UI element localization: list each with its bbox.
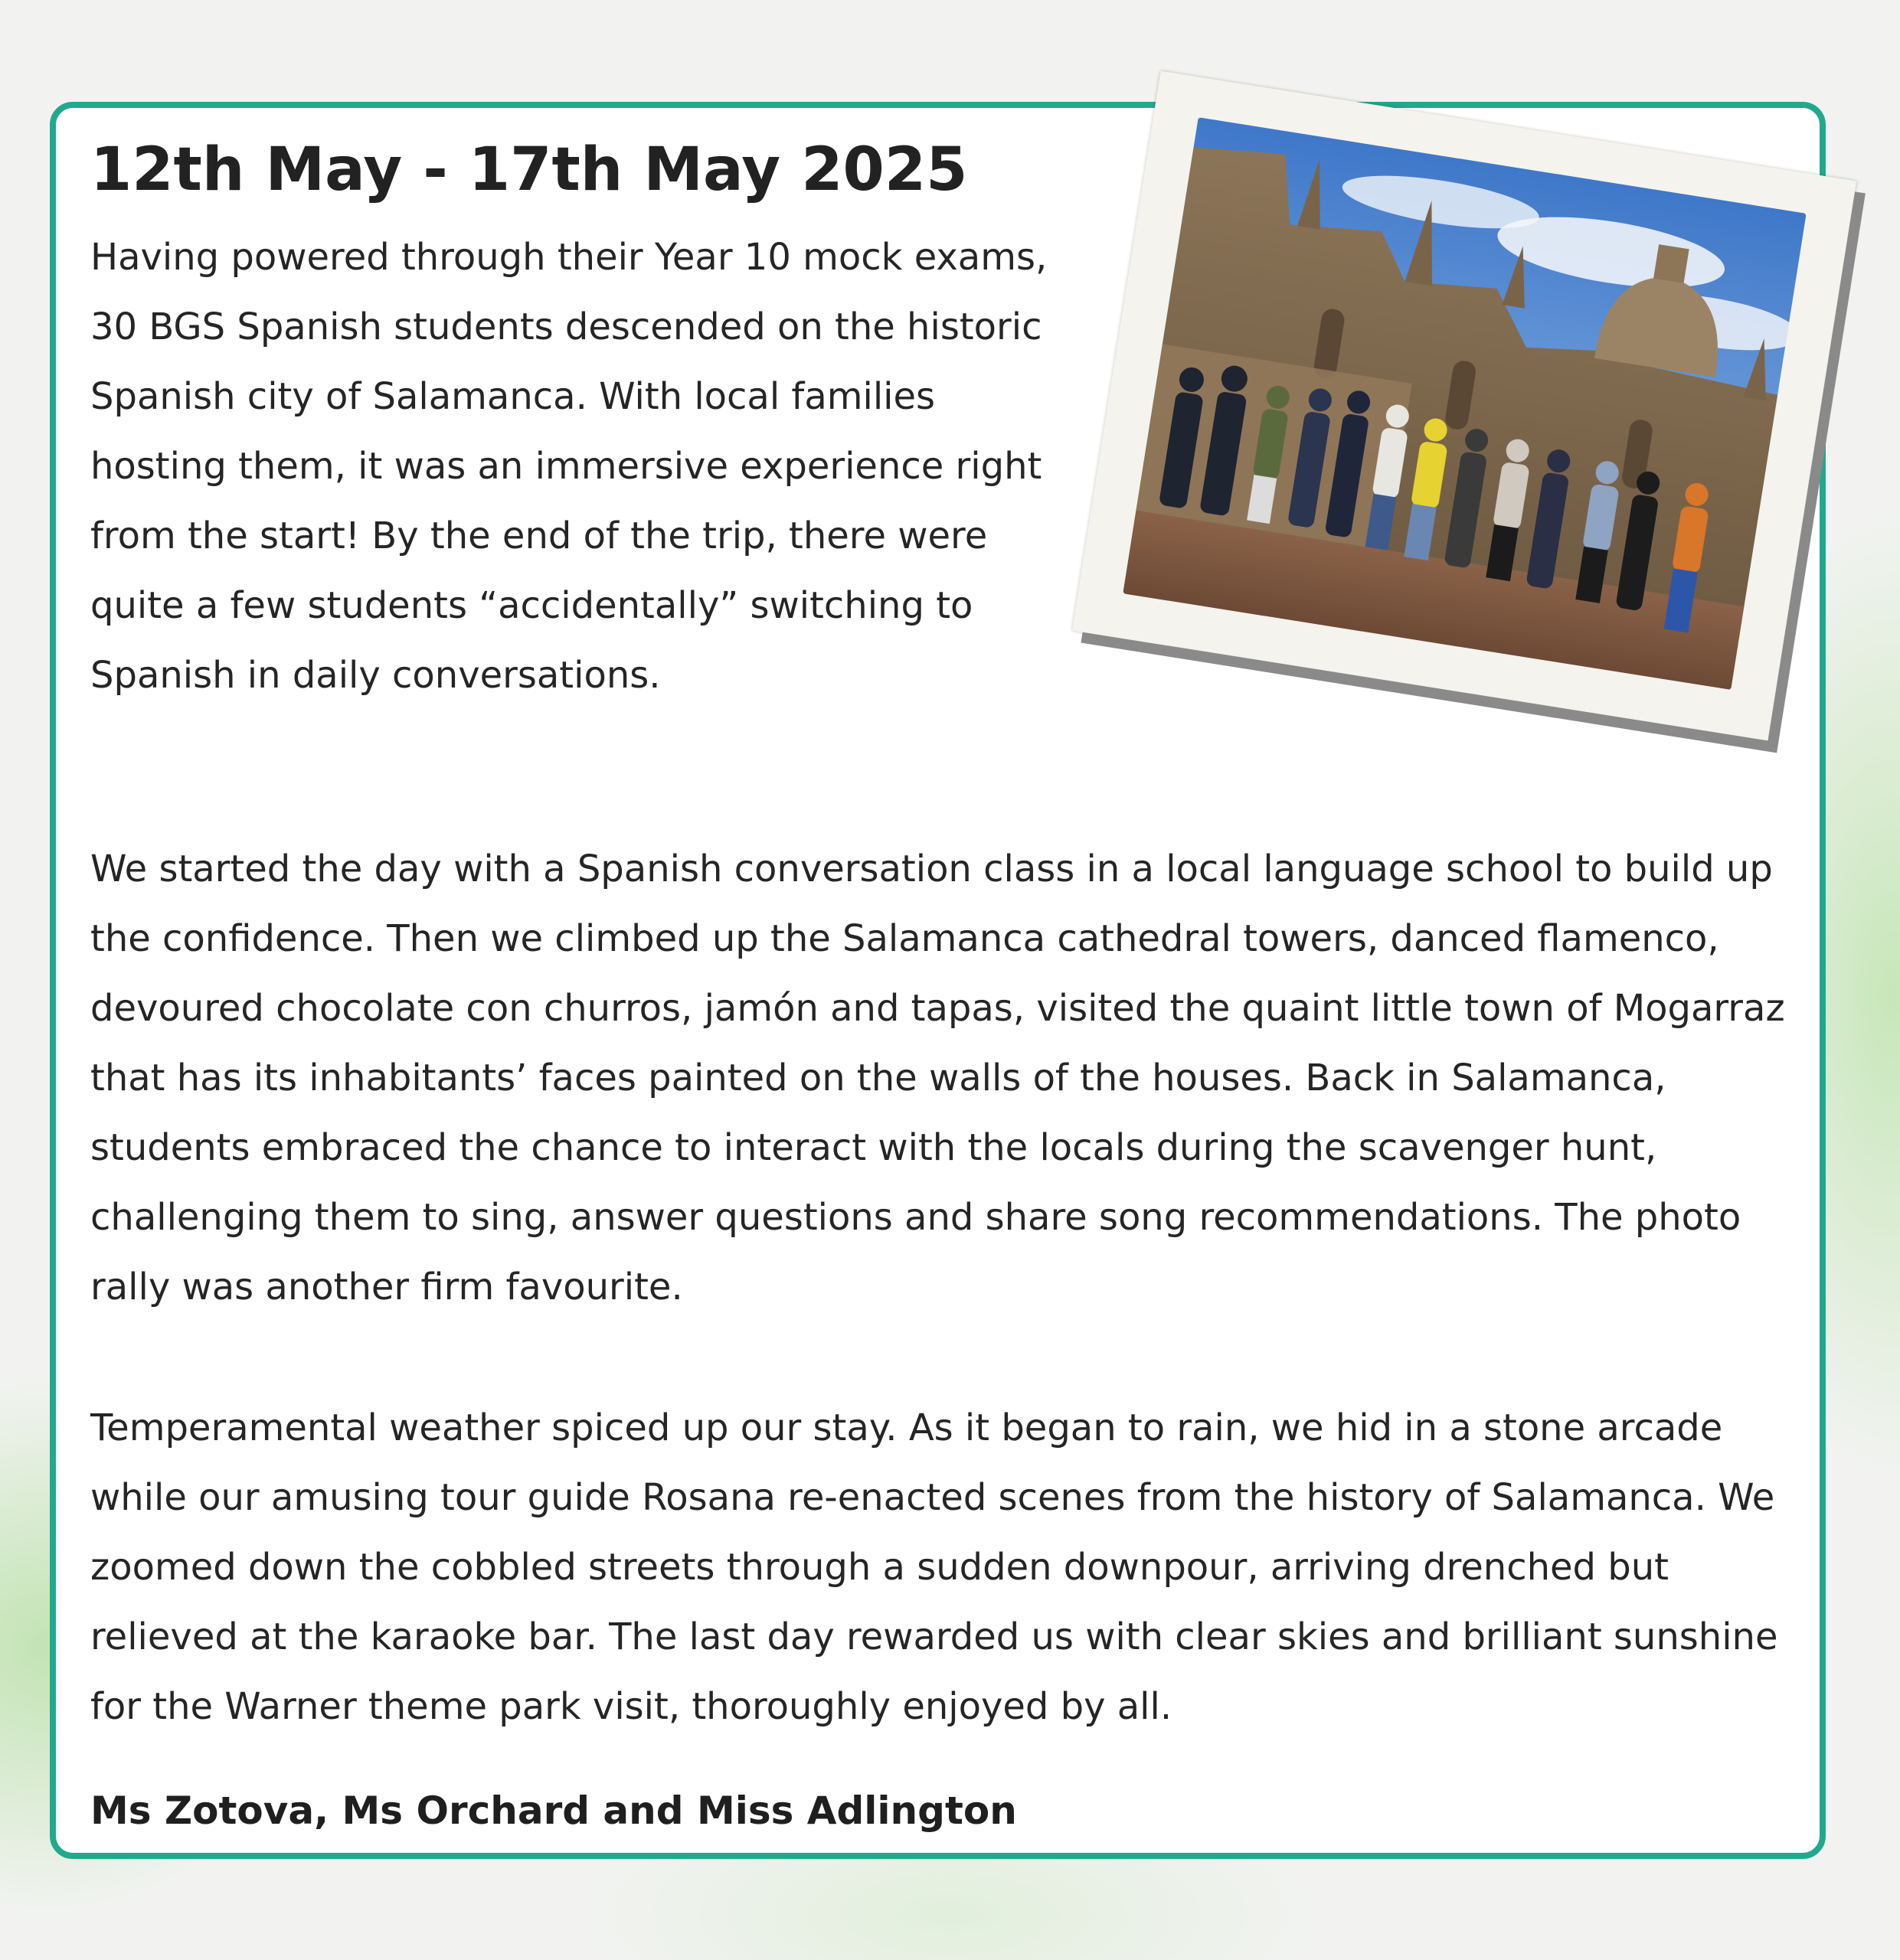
article-title: 12th May - 17th May 2025 — [90, 136, 968, 204]
paragraph-intro: Having powered through their Year 10 mock exams, 30 BGS Spanish students descended on the historic Spanish city of Salamanca. With local families hosting them, it was an immersive experience right from the start! By the end of the trip, there were quite a few students “accidentally” switching to Spanish in daily conversations. — [90, 236, 1048, 697]
paragraph-activities: We started the day with a Spanish conversation class in a local language school to build up the confidence. Then we climbed up the Salamanca cathedral towers, danced flamenco, devoured chocolate con churros, jamón and tapas, visited the quaint little town of Mogarraz that has its inhabitants’ faces painted on the walls of the houses. Back in Salamanca, students embraced the chance to interact with the locals during the scavenger hunt, challenging them to sing, answer questions and share song recommendations. The photo rally was another firm favourite. — [90, 848, 1785, 1308]
author-signoff: Ms Zotova, Ms Orchard and Miss Adlington — [90, 1788, 1017, 1833]
paragraph-weather: Temperamental weather spiced up our stay. As it began to rain, we hid in a stone arcade while our amusing tour guide Rosana re-enacted scenes from the history of Salamanca. We zoomed down the cobbled streets through a sudden downpour, arriving drenched but relieved at the karaoke bar. The last day rewarded us with clear skies and brilliant sunshine for the Warner theme park visit, thoroughly enjoyed by all. — [90, 1406, 1778, 1728]
group-photo — [1123, 117, 1807, 690]
cathedral-photo-illustration — [1123, 117, 1807, 690]
polaroid-frame — [1072, 71, 1856, 741]
dome-lantern — [1653, 244, 1689, 283]
